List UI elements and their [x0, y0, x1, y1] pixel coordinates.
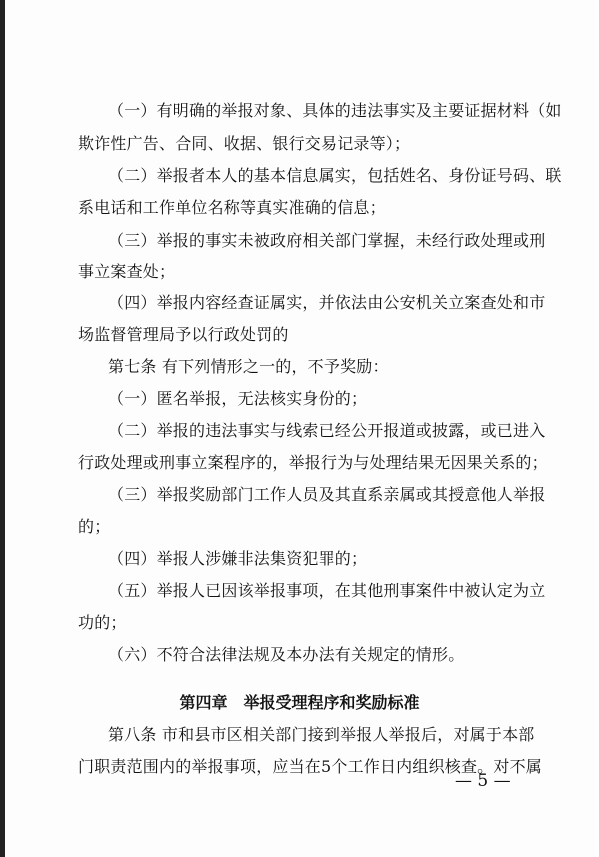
- text-line: （二）举报的违法事实与线索已经公开报道或披露，或已进入: [108, 421, 546, 440]
- page-number: — 5 —: [455, 771, 511, 791]
- text-line: （五）举报人已因该举报事项，在其他刑事案件中被认定为立: [108, 581, 546, 600]
- text-line: （三）举报奖励部门工作人员及其直系亲属或其授意他人举报: [108, 485, 546, 504]
- text-line: 系电话和工作单位名称等真实准确的信息；: [78, 198, 386, 217]
- text-line: 行政处理或刑事立案程序的，举报行为与处理结果无因果关系的；: [78, 453, 548, 472]
- text-line: （一）有明确的举报对象、具体的违法事实及主要证据材料（如: [108, 101, 562, 120]
- article-heading: 第七条 有下列情形之一的，不予奖励：: [108, 357, 389, 376]
- text-line: 场监督管理局予以行政处罚的: [78, 325, 289, 344]
- text-line: 欺诈性广告、合同、收据、银行交易记录等）；: [78, 134, 411, 153]
- chapter-heading: 第四章 举报受理程序和奖励标准: [179, 693, 420, 712]
- text-line: （六）不符合法律法规及本办法有关规定的情形。: [108, 645, 465, 664]
- text-line: （四）举报人涉嫌非法集资犯罪的；: [108, 549, 368, 568]
- text-line: 功的；: [78, 613, 127, 632]
- text-line: （三）举报的事实未被政府相关部门掌握，未经行政处理或刑: [108, 231, 546, 250]
- text-line: 门职责范围内的举报事项，应当在5个工作日内组织核查。对不属: [78, 757, 542, 776]
- text-line: 事立案查处；: [78, 262, 176, 281]
- text-line: （四）举报内容经查证属实，并依法由公安机关立案查处和市: [108, 293, 546, 312]
- text-line: 的；: [78, 517, 111, 536]
- article-heading: 第八条 市和县市区相关部门接到举报人举报后，对属于本部: [108, 725, 535, 744]
- text-line: （二）举报者本人的基本信息属实，包括姓名、身份证号码、联: [108, 166, 562, 185]
- scan-edge: [0, 0, 5, 857]
- text-line: （一）匿名举报，无法核实身份的；: [108, 389, 368, 408]
